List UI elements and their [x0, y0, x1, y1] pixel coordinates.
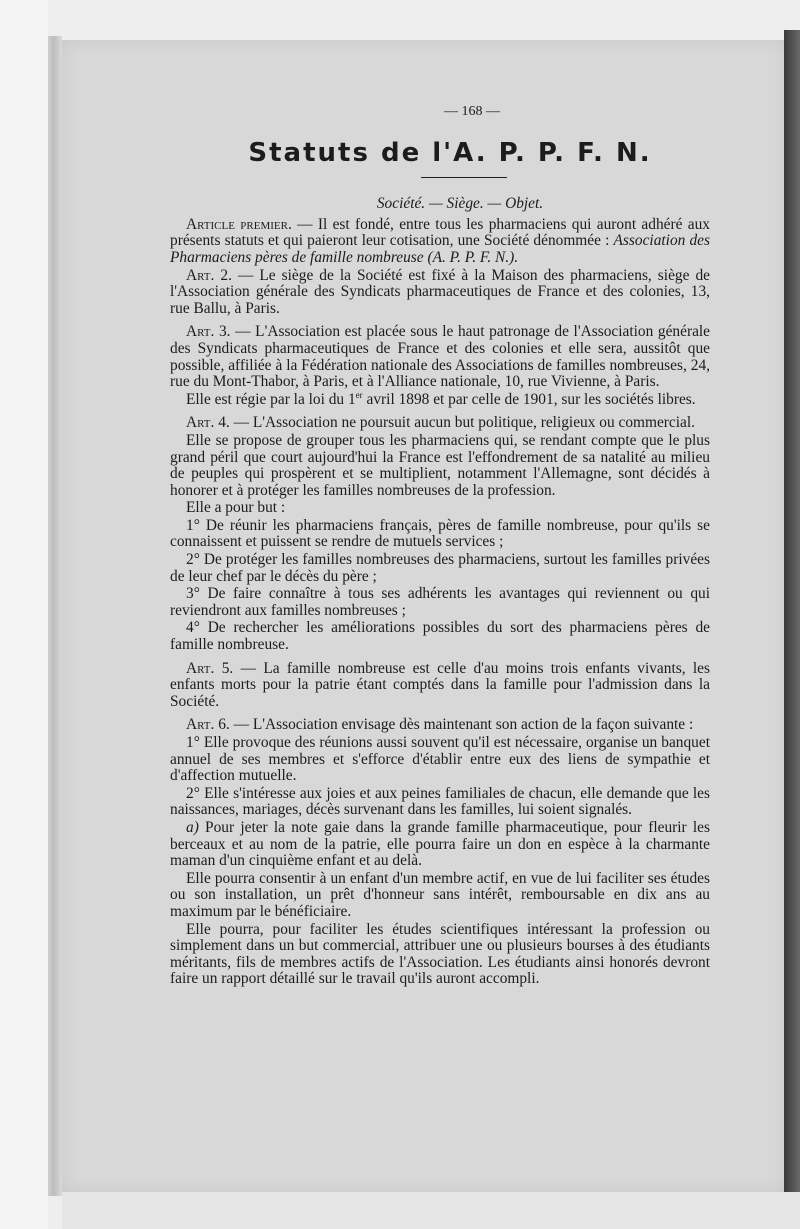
article-3-paragraph: [170, 389, 710, 409]
item-text: Pour jeter la note gaie dans la grande famille pharmaceutique, pour fleurir les berceaux et au nom de la patrie, elle pourra faire un don en espèce à la charmante maman d'un cinquième enfant et au delà.: [170, 818, 710, 870]
article-4-paragraph: Elle se propose de grouper tous les pharmaciens qui, se rendant compte que le plus grand péril que court aujourd'hui la France est l'effondrement de sa natalité au milieu de peuples qui prospèrent et se multiplient, notamment l'Allemagne, sont décidés à honorer et à protéger les familles nombreuses de la profession.: [170, 431, 710, 499]
article-label: Art. 6.: [186, 716, 230, 734]
list-item: 3° De faire connaître à tous ses adhérents les avantages qui reviennent ou qui reviendront aux familles nombreuses ;: [170, 585, 710, 619]
article-5: [170, 661, 710, 711]
article-text: — Le siège de la Société est fixé à la Maison des pharmaciens, siège de l'Association générale des Syndicats pharmaceutiques de France et des colonies, 13, rue Ballu, à Paris.: [170, 266, 710, 317]
association-abbr: (A. P. P. F. N.).: [423, 248, 519, 266]
article-label: Art. 2.: [186, 266, 232, 284]
scan-background: [0, 0, 48, 1229]
article-6: [170, 717, 710, 734]
page-edge: [48, 36, 62, 1196]
section-heading: Société. — Siège. — Objet.: [376, 195, 544, 213]
article-label: Art. 3.: [186, 323, 231, 341]
document-content: [170, 104, 710, 988]
association-name: Association des Pharmaciens pères de famille nombreuse: [170, 232, 710, 266]
article-2: [170, 268, 710, 318]
list-item: 1° De réunir les pharmaciens français, pères de famille nombreuse, pour qu'ils se connaissent et puissent se rendre de mutuels services ;: [170, 516, 710, 551]
article-text: — Il est fondé, entre tous les pharmaciens qui auront adhéré aux présents statuts et qui paieront leur cotisation, une Société dénommée :: [170, 215, 710, 250]
scan-bottom: [62, 1192, 800, 1229]
article-text: — L'Association ne poursuit aucun but politique, religieux ou commercial.: [229, 414, 695, 432]
paragraph-text: Elle est régie par la loi du 1: [186, 390, 356, 408]
page-number: — 168 —: [444, 104, 500, 119]
article-3: [170, 324, 710, 390]
article-text: — L'Association envisage dès maintenant son action de la façon suivante :: [229, 716, 694, 734]
paragraph-text: avril 1898 et par celle de 1901, sur les sociétés libres.: [362, 390, 696, 408]
item-letter: a): [186, 818, 199, 836]
ordinal-suffix: er: [355, 389, 363, 400]
article-label: Art. 4.: [186, 414, 230, 432]
document-title: Statuts de l'A. P. P. F. N.: [248, 137, 652, 168]
article-4: [170, 415, 710, 432]
list-item: 2° De protéger les familles nombreuses des pharmaciens, surtout les familles privées de leur chef par le décès du père ;: [170, 551, 710, 585]
article-1: [170, 217, 710, 267]
title-divider: [421, 177, 507, 178]
article-6-paragraph: Elle pourra, pour faciliter les études scientifiques intéressant la profession ou simplement dans un but commercial, attribuer une ou plusieurs bourses à des étudiants méritants, fils de membres actifs de l'Association. Les étudiants ainsi honorés devront faire un rapport détaillé sur le travail qu'ils auront accompli.: [170, 920, 710, 988]
binding-shadow: [784, 30, 800, 1200]
article-label: Art. 5.: [186, 659, 234, 677]
list-item: 4° De rechercher les améliorations possibles du sort des pharmaciens pères de famille nombreuse.: [170, 619, 710, 654]
article-6-paragraph: Elle pourra consentir à un enfant d'un membre actif, en vue de lui faciliter ses études ou son installation, un prêt d'honneur sans intérêt, remboursable en dix ans au maximum par le bénéficiaire.: [170, 869, 710, 920]
article-label: Article premier.: [186, 215, 292, 233]
article-text: — L'Association est placée sous le haut patronage de l'Association générale des Syndicats pharmaceutiques de France et des colonies et elle sera, aussitôt que possible, affiliée à la Fédération nationale des Associations de familles nombreuses, 24, rue du Mont-Thabor, à Paris, et à l'Alliance nationale, 10, rue Vivienne, à Paris.: [170, 323, 711, 391]
list-item: 1° Elle provoque des réunions aussi souvent qu'il est nécessaire, organise un banquet annuel de ses membres et s'efforce d'établir entre eux des liens de sympathie et d'affection mutuelle.: [170, 734, 710, 785]
list-item: 2° Elle s'intéresse aux joies et aux peines familiales de chacun, elle demande que les naissances, mariages, décès survenant dans les familles, lui soient signalés.: [170, 784, 710, 819]
list-item: [170, 820, 710, 870]
article-text: — La famille nombreuse est celle d'au moins trois enfants vivants, les enfants morts pour la patrie étant comptés dans la famille pour l'admission dans la Société.: [170, 659, 711, 710]
article-4-paragraph: Elle a pour but :: [186, 499, 286, 517]
